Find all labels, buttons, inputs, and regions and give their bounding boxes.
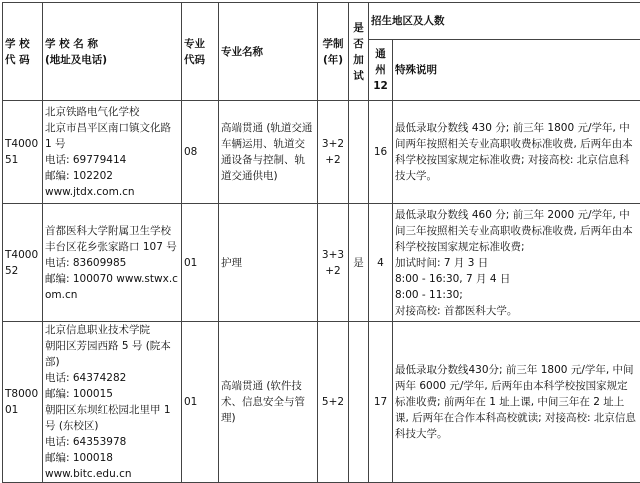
school-info-cell: 北京信息职业技术学院 朝阳区芳园西路 5 号 (院本部) 电话: 64374282 邮编: 100015 朝阳区东坝红松园北里甲 1 号 (东校区) 电话: 64353978 邮编: 100018 www.bitc.edu.cn — [43, 322, 182, 483]
col-major-code-header: 专业 代码 — [182, 3, 219, 101]
col-major-name-header: 专业名称 — [219, 3, 318, 101]
col-school-name-header: 学 校 名 称 (地址及电话) — [43, 3, 182, 101]
years-cell: 3+2+2 — [318, 101, 349, 204]
major-code-cell: 01 — [182, 204, 219, 322]
col-tongzhou-header: 通 州 12 — [369, 40, 393, 101]
tongzhou-count-cell: 4 — [369, 204, 393, 322]
school-info-cell: 北京铁路电气化学校 北京市昌平区南口镇文化路 1 号 电话: 69779414 邮编: 102202 www.jtdx.com.cn — [43, 101, 182, 204]
school-code-cell: T400052 — [3, 204, 43, 322]
enrollment-table — [2, 2, 640, 483]
school-code-cell: T800001 — [3, 322, 43, 483]
years-cell: 3+3+2 — [318, 204, 349, 322]
school-info-cell: 首都医科大学附属卫生学校 丰台区花乡张家路口 107 号电话: 83609985 邮编: 100070 www.stwx.com.cn — [43, 204, 182, 322]
major-name-cell: 高端贯通 (软件技术、信息安全与管理) — [219, 322, 318, 483]
school-website-link[interactable]: 邮编: 100070 www.stwx.com.cn — [45, 272, 178, 301]
col-region-header: 招生地区及人数 — [369, 3, 640, 40]
extra-test-cell: 是 — [349, 204, 369, 322]
col-notes-header: 特殊说明 — [393, 40, 640, 101]
major-code-cell: 01 — [182, 322, 219, 483]
col-years-header: 学制 (年) — [318, 3, 349, 101]
tongzhou-count-cell: 16 — [369, 101, 393, 204]
tongzhou-count-cell: 17 — [369, 322, 393, 483]
years-cell: 5+2 — [318, 322, 349, 483]
major-name-cell: 护理 — [219, 204, 318, 322]
notes-cell: 最低录取分数线430分; 前三年 1800 元/学年, 中间两年 6000 元/学年, 后两年由本科学校按国家规定标准收费; 前两年在 1 址上课, 中间三年在 2 址上课, 后两年在合作本科高校就读; 对接高校: 北京信息科技大学。 — [393, 322, 640, 483]
school-website-link[interactable]: www.jtdx.com.cn — [45, 186, 135, 198]
extra-test-cell — [349, 322, 369, 483]
school-code-cell: T400051 — [3, 101, 43, 204]
table-row — [3, 322, 640, 483]
extra-test-cell — [349, 101, 369, 204]
notes-cell: 最低录取分数线 460 分; 前三年 2000 元/学年, 中间三年按照相关专业高职收费标准收费, 后两年由本科学校按国家规定标准收费; 加试时间: 7 月 3 日 8:00 - 16:30, 7 月 4 日 8:00 - 11:30; 对接高校: 首都医科大学。 — [393, 204, 640, 322]
table-row — [3, 204, 640, 322]
header-row — [3, 3, 640, 40]
col-school-code-header: 学 校 代 码 — [3, 3, 43, 101]
notes-cell: 最低录取分数线 430 分; 前三年 1800 元/学年, 中间两年按照相关专业高职收费标准收费, 后两年由本科学校按国家规定标准收费; 对接高校: 北京信息科技大学。 — [393, 101, 640, 204]
major-name-cell: 高端贯通 (轨道交通车辆运用、轨道交通设备与控制、轨道交通供电) — [219, 101, 318, 204]
col-extra-test-header: 是 否 加 试 — [349, 3, 369, 101]
major-code-cell: 08 — [182, 101, 219, 204]
table-row — [3, 101, 640, 204]
school-website-link[interactable]: www.bitc.edu.cn — [45, 468, 132, 480]
